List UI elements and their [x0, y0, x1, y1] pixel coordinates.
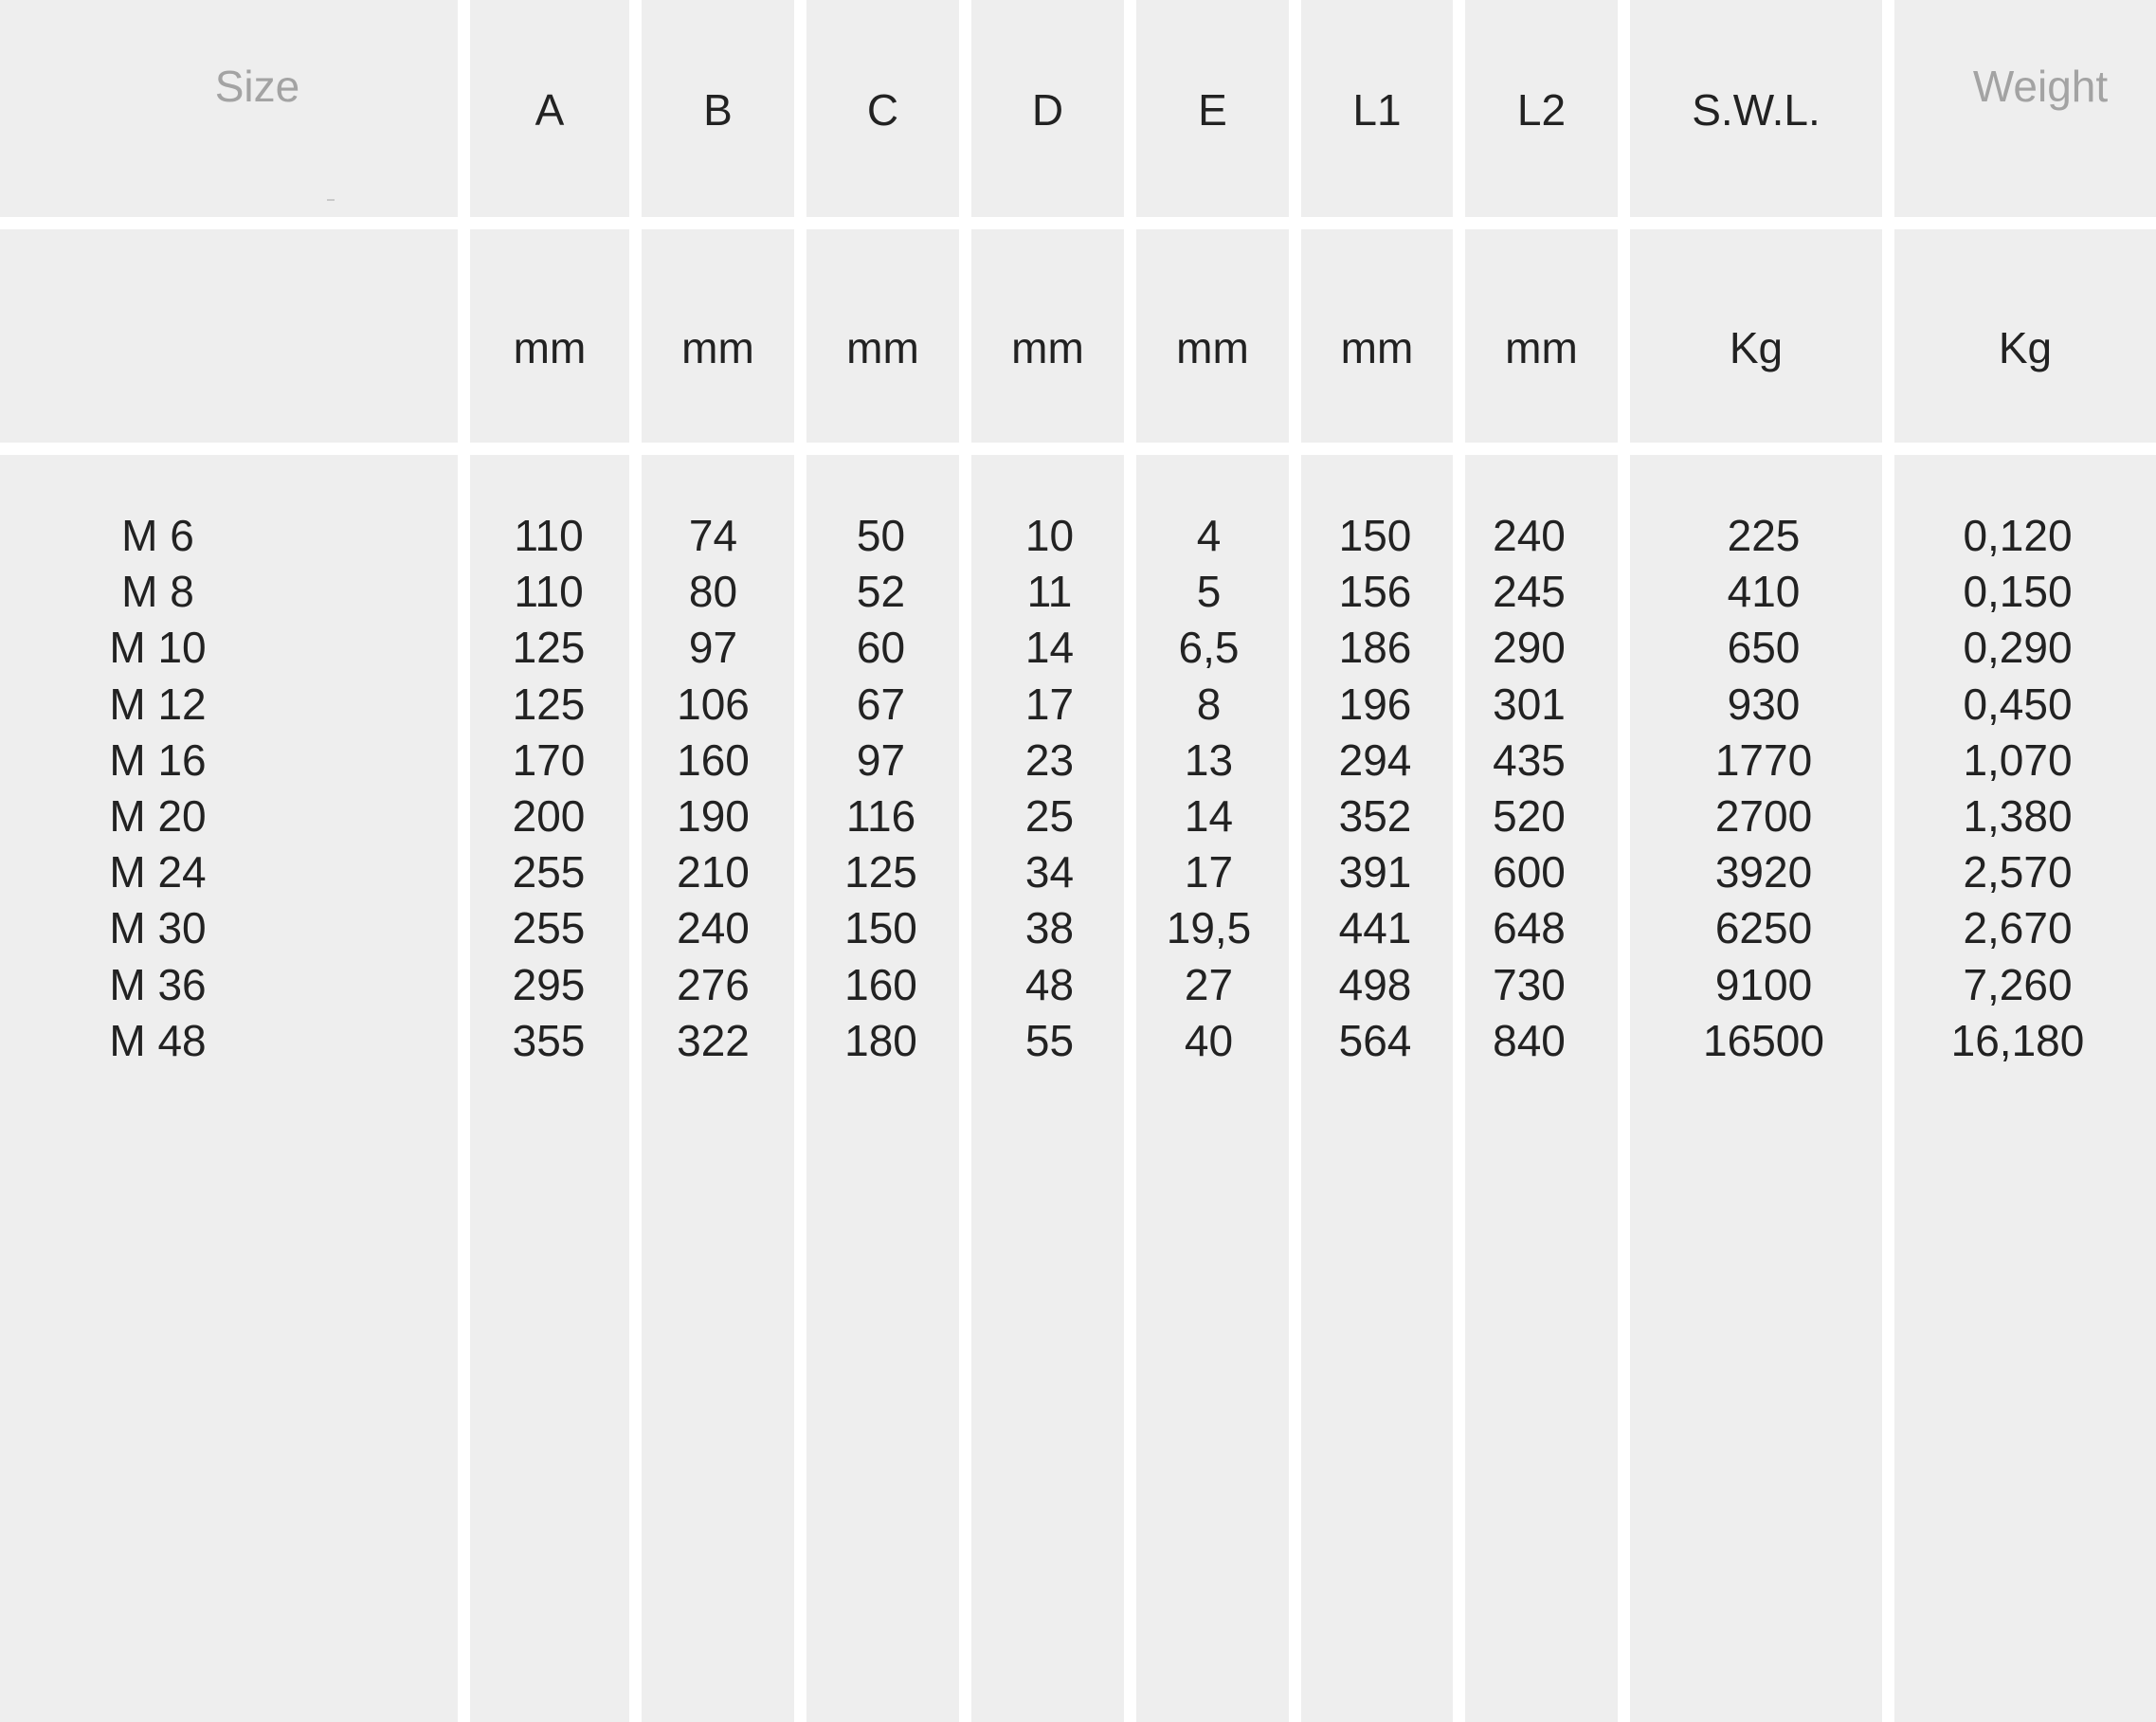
- values-cell-a: [470, 455, 629, 1722]
- unit-label-d: mm: [1011, 323, 1084, 372]
- values-cell-weight: [1894, 455, 2156, 1722]
- unit-cell-e: [1136, 229, 1289, 443]
- table-cell: 6250: [1714, 903, 1813, 953]
- table-cell: 55: [1024, 1015, 1075, 1065]
- unit-cell-l2: [1465, 229, 1618, 443]
- table-cell: 441: [1338, 903, 1412, 953]
- table-cell: M 36: [109, 959, 207, 1009]
- table-cell: 196: [1338, 679, 1412, 729]
- table-cell: 245: [1493, 567, 1566, 617]
- unit-cell-weight: [1894, 229, 2156, 443]
- table-cell: M 8: [121, 567, 194, 617]
- table-cell: 27: [1184, 959, 1234, 1009]
- table-cell: 648: [1493, 903, 1566, 953]
- table-cell: 13: [1184, 734, 1234, 785]
- header-cell-c: [806, 0, 959, 217]
- header-label-l1: L1: [1352, 85, 1402, 135]
- unit-cell-a: [470, 229, 629, 443]
- table-cell: 276: [677, 959, 750, 1009]
- table-cell: 322: [677, 1015, 750, 1065]
- table-cell: M 48: [109, 1015, 207, 1065]
- table-cell: 25: [1024, 791, 1075, 842]
- table-cell: 290: [1493, 623, 1566, 673]
- table-cell: 6,5: [1178, 623, 1240, 673]
- unit-label-a: mm: [513, 323, 587, 372]
- values-cell-l1: [1301, 455, 1453, 1722]
- unit-cell-b: [642, 229, 794, 443]
- unit-cell-size: [0, 229, 458, 443]
- header-label-c: C: [866, 85, 899, 135]
- table-cell: 240: [1493, 511, 1566, 560]
- table-cell: M 10: [109, 623, 207, 673]
- column-values-size: [0, 508, 387, 1069]
- table-cell: 255: [512, 903, 586, 953]
- table-cell: 125: [512, 623, 586, 673]
- unit-label-l2: mm: [1505, 323, 1578, 372]
- table-cell: 186: [1338, 623, 1412, 673]
- header-label-d: D: [1031, 85, 1064, 135]
- table-cell: 16,180: [1950, 1015, 2085, 1065]
- table-cell: 930: [1727, 679, 1801, 729]
- table-cell: 352: [1338, 791, 1412, 842]
- table-cell: 200: [512, 791, 586, 842]
- table-cell: 410: [1727, 567, 1801, 617]
- values-cell-l2: [1465, 455, 1618, 1722]
- table-cell: 650: [1727, 623, 1801, 673]
- header-cell-size: [0, 0, 458, 217]
- table-cell: 435: [1493, 734, 1566, 785]
- table-cell: 0,290: [1963, 623, 2073, 673]
- table-cell: 1,070: [1963, 734, 2073, 785]
- table-cell: 295: [512, 959, 586, 1009]
- table-cell: 225: [1727, 511, 1801, 560]
- table-cell: 80: [688, 567, 738, 617]
- table-cell: 52: [856, 567, 906, 617]
- table-cell: 17: [1024, 679, 1075, 729]
- table-cell: 160: [844, 959, 917, 1009]
- header-cell-l2: [1465, 0, 1618, 217]
- table-cell: 67: [856, 679, 906, 729]
- table-cell: 125: [512, 679, 586, 729]
- table-cell: 38: [1024, 903, 1075, 953]
- table-cell: 391: [1338, 847, 1412, 897]
- table-cell: 150: [844, 903, 917, 953]
- unit-cell-c: [806, 229, 959, 443]
- header-label-a: A: [534, 85, 565, 135]
- column-values-a: [469, 508, 628, 1069]
- header-cell-b: [642, 0, 794, 217]
- table-cell: 150: [1338, 511, 1412, 560]
- table-cell: M 6: [121, 511, 194, 560]
- table-cell: 255: [512, 847, 586, 897]
- column-values-d: [973, 508, 1126, 1069]
- column-values-c: [805, 508, 957, 1069]
- column-values-e: [1132, 508, 1285, 1069]
- values-cell-swl: [1630, 455, 1882, 1722]
- table-cell: 116: [845, 791, 916, 842]
- table-cell: 125: [844, 847, 917, 897]
- values-cell-b: [642, 455, 794, 1722]
- unit-label-c: mm: [846, 323, 919, 372]
- header-cell-a: [470, 0, 629, 217]
- values-cell-size: [0, 455, 458, 1722]
- table-cell: 4: [1196, 511, 1222, 560]
- table-cell: 10: [1024, 511, 1075, 560]
- table-cell: 600: [1493, 847, 1566, 897]
- table-cell: 40: [1184, 1015, 1234, 1065]
- table-cell: 8: [1196, 679, 1222, 729]
- table-cell: 17: [1184, 847, 1234, 897]
- header-label-weight: Weight: [1972, 62, 2109, 111]
- table-cell: 1770: [1714, 734, 1813, 785]
- header-label-size: Size: [214, 62, 300, 111]
- table-cell: 156: [1338, 567, 1412, 617]
- table-cell: 498: [1338, 959, 1412, 1009]
- table-cell: 0,450: [1963, 679, 2073, 729]
- table-cell: 0,120: [1963, 511, 2073, 560]
- table-cell: 50: [856, 511, 906, 560]
- table-cell: 60: [856, 623, 906, 673]
- table-cell: 564: [1338, 1015, 1412, 1065]
- table-cell: 110: [514, 511, 584, 560]
- header-cell-weight: [1894, 0, 2156, 217]
- column-values-weight: [1887, 508, 2148, 1069]
- unit-cell-l1: [1301, 229, 1453, 443]
- column-values-swl: [1638, 508, 1890, 1069]
- table-cell: 301: [1493, 679, 1566, 729]
- values-cell-d: [971, 455, 1124, 1722]
- column-values-l2: [1453, 508, 1605, 1069]
- table-cell: 240: [677, 903, 750, 953]
- table-cell: 160: [677, 734, 750, 785]
- table-cell: 14: [1184, 791, 1234, 842]
- table-cell: 730: [1493, 959, 1566, 1009]
- table-cell: 34: [1024, 847, 1075, 897]
- table-cell: 840: [1493, 1015, 1566, 1065]
- table-cell: 520: [1493, 791, 1566, 842]
- header-label-b: B: [703, 85, 733, 135]
- table-cell: 170: [512, 734, 586, 785]
- table-cell: 355: [512, 1015, 586, 1065]
- table-cell: 294: [1338, 734, 1412, 785]
- table-cell: 2,570: [1963, 847, 2073, 897]
- table-cell: 19,5: [1166, 903, 1252, 953]
- table-cell: 2700: [1714, 791, 1813, 842]
- table-cell: 190: [677, 791, 750, 842]
- table-cell: 3920: [1714, 847, 1813, 897]
- unit-label-l1: mm: [1340, 323, 1414, 372]
- decorative-dash: [327, 199, 335, 201]
- unit-label-swl: Kg: [1729, 323, 1784, 372]
- table-cell: M 16: [109, 734, 207, 785]
- table-cell: 97: [688, 623, 738, 673]
- table-cell: M 12: [109, 679, 207, 729]
- table-cell: 9100: [1714, 959, 1813, 1009]
- unit-cell-d: [971, 229, 1124, 443]
- table-cell: 11: [1026, 567, 1073, 617]
- column-values-l1: [1299, 508, 1451, 1069]
- unit-label-b: mm: [681, 323, 754, 372]
- table-cell: 74: [688, 511, 738, 560]
- table-cell: M 20: [109, 791, 207, 842]
- table-cell: 210: [677, 847, 750, 897]
- table-cell: 180: [844, 1015, 917, 1065]
- table-cell: 5: [1196, 567, 1222, 617]
- table-cell: 14: [1024, 623, 1075, 673]
- header-cell-d: [971, 0, 1124, 217]
- values-cell-c: [806, 455, 959, 1722]
- unit-cell-swl: [1630, 229, 1882, 443]
- table-cell: 2,670: [1963, 903, 2073, 953]
- table-cell: 48: [1024, 959, 1075, 1009]
- header-label-e: E: [1198, 85, 1227, 135]
- table-cell: 1,380: [1963, 791, 2073, 842]
- header-label-l2: L2: [1516, 85, 1567, 135]
- table-cell: M 30: [109, 903, 207, 953]
- table-cell: 106: [677, 679, 750, 729]
- table-cell: M 24: [109, 847, 207, 897]
- header-cell-swl: [1630, 0, 1882, 217]
- table-cell: 0,150: [1963, 567, 2073, 617]
- table-cell: 7,260: [1963, 959, 2073, 1009]
- unit-label-e: mm: [1176, 323, 1249, 372]
- header-label-swl: S.W.L.: [1692, 85, 1821, 135]
- unit-label-weight: Kg: [1998, 323, 2053, 372]
- header-cell-l1: [1301, 0, 1453, 217]
- table-cell: 23: [1024, 734, 1075, 785]
- values-cell-e: [1136, 455, 1289, 1722]
- column-values-b: [637, 508, 789, 1069]
- table-cell: 16500: [1703, 1015, 1824, 1065]
- table-cell: 97: [856, 734, 906, 785]
- table-cell: 110: [514, 567, 584, 617]
- header-cell-e: [1136, 0, 1289, 217]
